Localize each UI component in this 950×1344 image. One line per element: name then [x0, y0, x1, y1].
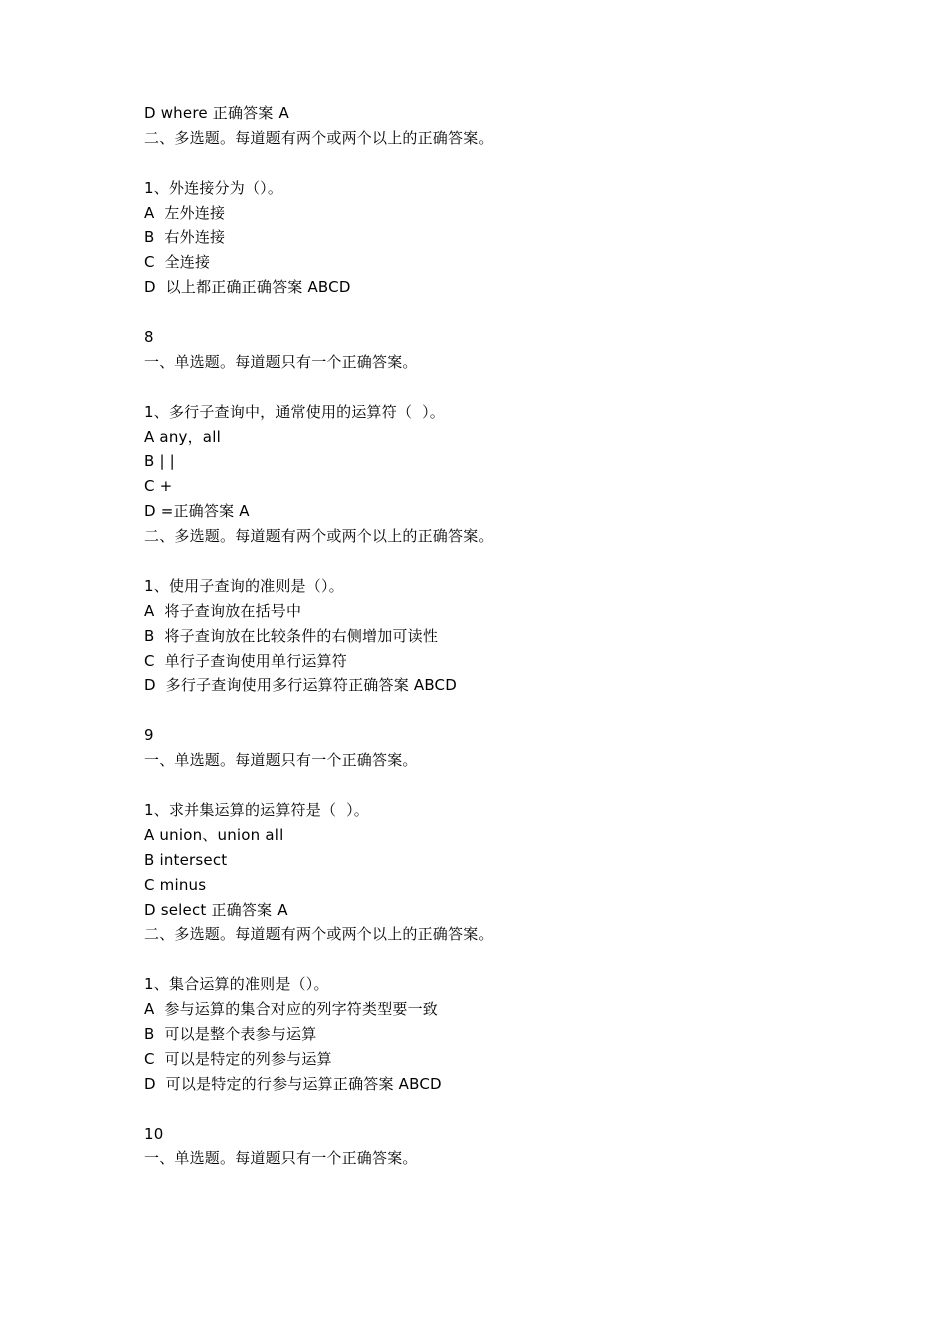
option-line: C 全连接 — [144, 253, 211, 272]
blank-line — [144, 1097, 844, 1122]
option-line: C minus — [144, 875, 207, 894]
option-line: C 可以是特定的列参与运算 — [144, 1049, 332, 1068]
section-heading: 二、多选题。每道题有两个或两个以上的正确答案。 — [144, 925, 494, 944]
question-line: 1、外连接分为（）。 — [144, 178, 284, 197]
document-body — [144, 101, 844, 1171]
option-line: B intersect — [144, 850, 228, 869]
option-line: B 右外连接 — [144, 228, 226, 247]
section-heading: 一、单选题。每道题只有一个正确答案。 — [144, 352, 418, 371]
option-line: D where 正确答案 A — [144, 104, 289, 122]
option-line: D 多行子查询使用多行运算符正确答案 ABCD — [144, 676, 457, 695]
section-heading: 一、单选题。每道题只有一个正确答案。 — [144, 1149, 418, 1168]
option-line: A 参与运算的集合对应的列字符类型要一致 — [144, 1000, 438, 1019]
blank-line — [144, 375, 844, 400]
option-line: B | | — [144, 452, 175, 471]
option-line: D =正确答案 A — [144, 502, 250, 521]
option-line: D select 正确答案 A — [144, 900, 288, 919]
question-line: 1、集合运算的准则是（）。 — [144, 975, 329, 994]
chapter-number: 8 — [144, 328, 154, 347]
blank-line — [144, 947, 844, 972]
blank-line — [144, 300, 844, 325]
option-line: B 可以是整个表参与运算 — [144, 1024, 317, 1043]
section-heading: 二、多选题。每道题有两个或两个以上的正确答案。 — [144, 128, 494, 147]
option-line: A any，all — [144, 427, 221, 446]
blank-line — [144, 773, 844, 798]
option-line: D 可以是特定的行参与运算正确答案 ABCD — [144, 1074, 442, 1093]
chapter-number: 10 — [144, 1124, 164, 1143]
blank-line — [144, 698, 844, 723]
question-line: 1、多行子查询中，通常使用的运算符（ ）。 — [144, 402, 445, 421]
option-line: B 将子查询放在比较条件的右侧增加可读性 — [144, 626, 439, 645]
option-line: D 以上都正确正确答案 ABCD — [144, 278, 351, 297]
question-line: 1、使用子查询的准则是（）。 — [144, 576, 344, 595]
option-line: C + — [144, 477, 173, 496]
question-line: 1、求并集运算的运算符是（ ）。 — [144, 800, 369, 819]
blank-line — [144, 549, 844, 574]
option-line: A 左外连接 — [144, 203, 226, 222]
section-heading: 二、多选题。每道题有两个或两个以上的正确答案。 — [144, 527, 494, 546]
option-line: C 单行子查询使用单行运算符 — [144, 651, 348, 670]
option-line: A 将子查询放在括号中 — [144, 601, 302, 620]
section-heading: 一、单选题。每道题只有一个正确答案。 — [144, 751, 418, 770]
option-line: A union、union all — [144, 825, 284, 844]
blank-line — [144, 151, 844, 176]
chapter-number: 9 — [144, 726, 154, 745]
